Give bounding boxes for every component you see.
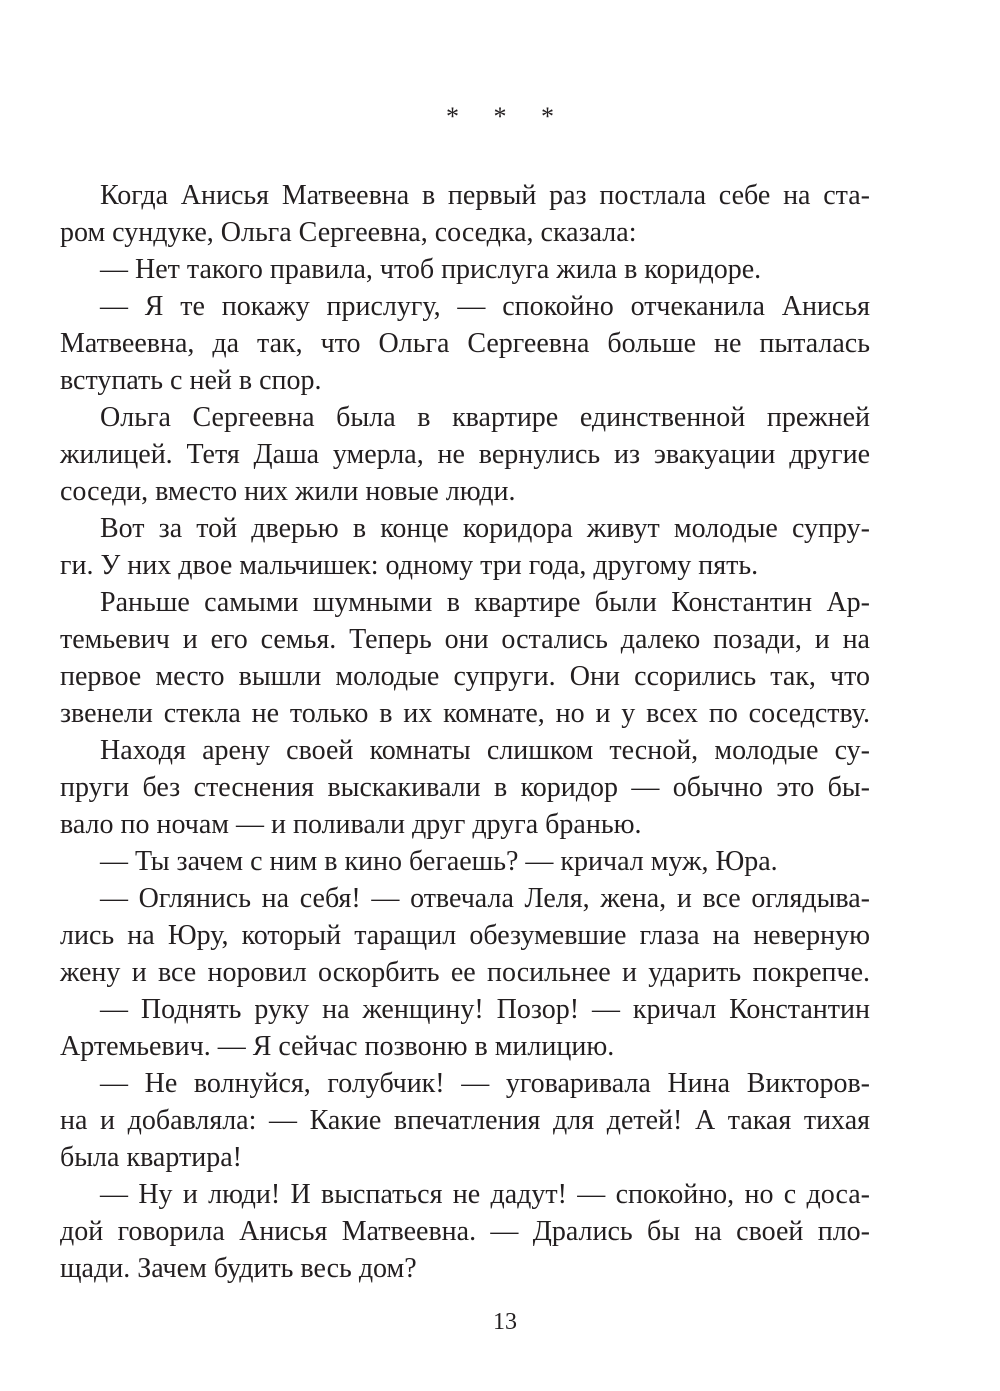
body-text <box>60 177 870 1287</box>
text-line: Матвеевна, да так, что Ольга Сергеевна больше не пыталась <box>60 328 870 359</box>
text-line: жену и все норовил оскорбить ее посильнее и ударить покрепче. <box>60 957 870 988</box>
text-line: соседи, вместо них жили новые люди. <box>60 476 516 507</box>
section-separator: * * * <box>446 102 568 131</box>
text-line: лись на Юру, который таращил обезумевшие глаза на неверную <box>60 920 870 951</box>
text-line: Раньше самыми шумными в квартире были Константин Ар- <box>100 587 870 618</box>
text-line: на и добавляла: — Какие впечатления для детей! А такая тихая <box>60 1105 870 1136</box>
text-line: вступать с ней в спор. <box>60 365 322 396</box>
page-number: 13 <box>493 1309 517 1335</box>
text-line: первое место вышли молодые супруги. Они ссорились так, что <box>60 661 870 692</box>
text-line: Когда Анисья Матвеевна в первый раз постлала себе на ста- <box>100 180 870 211</box>
text-line: Находя арену своей комнаты слишком тесной, молодые су- <box>100 735 870 766</box>
text-line: Ольга Сергеевна была в квартире единственной прежней <box>100 402 870 433</box>
text-line: ром сундуке, Ольга Сергеевна, соседка, сказала: <box>60 217 637 248</box>
text-line: — Поднять руку на женщину! Позор! — кричал Константин <box>100 994 870 1025</box>
text-line: дой говорила Анисья Матвеевна. — Дрались бы на своей пло- <box>60 1216 870 1247</box>
text-line: темьевич и его семья. Теперь они остались далеко позади, и на <box>60 624 870 655</box>
text-line: была квартира! <box>60 1142 242 1173</box>
text-line: — Ты зачем с ним в кино бегаешь? — кричал муж, Юра. <box>100 846 778 877</box>
text-line: жилицей. Тетя Даша умерла, не вернулись из эвакуации другие <box>60 439 870 470</box>
text-line: пруги без стеснения выскакивали в коридор — обычно это бы- <box>60 772 870 803</box>
text-line: Артемьевич. — Я сейчас позвоню в милицию. <box>60 1031 615 1062</box>
text-line: — Нет такого правила, чтоб прислуга жила в коридоре. <box>100 254 762 285</box>
text-line: ги. У них двое мальчишек: одному три года, другому пять. <box>60 550 759 581</box>
text-line: вало по ночам — и поливали друг друга бранью. <box>60 809 642 840</box>
text-line: Вот за той дверью в конце коридора живут молодые супру- <box>100 513 870 544</box>
text-line: — Не волнуйся, голубчик! — уговаривала Нина Викторов- <box>100 1068 870 1099</box>
text-line: — Оглянись на себя! — отвечала Леля, жена, и все оглядыва- <box>100 883 870 914</box>
text-line: — Я те покажу прислугу, — спокойно отчеканила Анисья <box>100 291 870 322</box>
text-line: звенели стекла не только в их комнате, но и у всех по соседству. <box>60 698 870 729</box>
text-line: — Ну и люди! И выспаться не дадут! — спокойно, но с доса- <box>100 1179 870 1210</box>
text-line: щади. Зачем будить весь дом? <box>60 1253 417 1284</box>
